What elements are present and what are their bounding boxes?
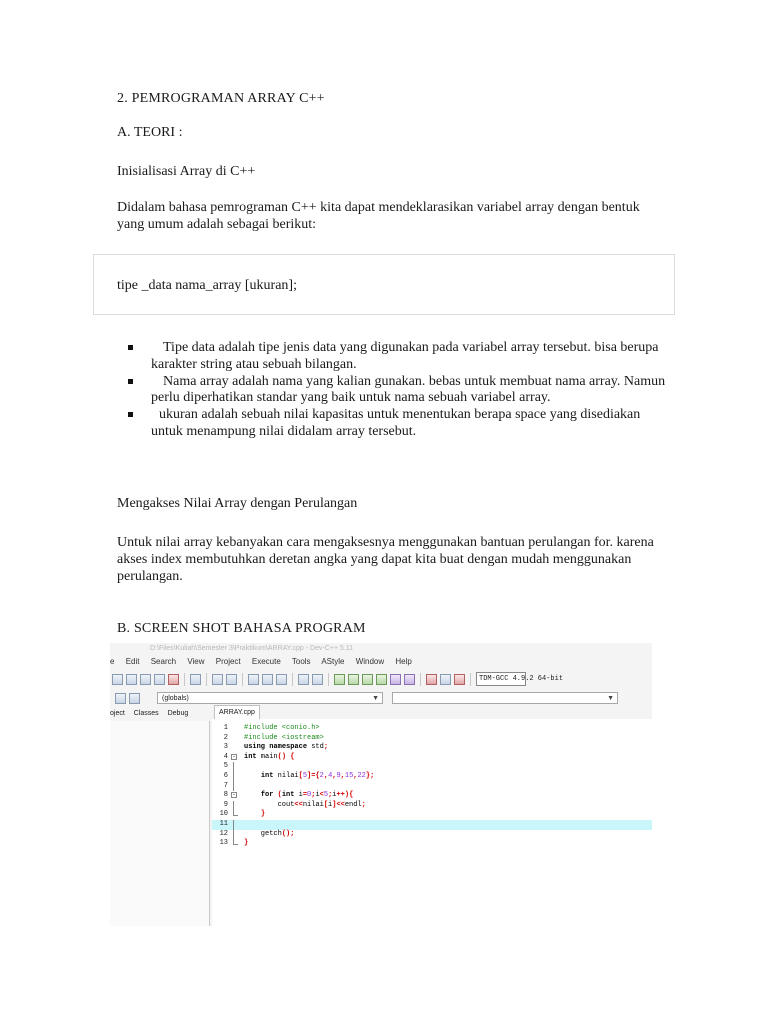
fold-guide [233,782,234,792]
code-text: } [244,839,249,848]
indent-icon[interactable] [298,674,309,685]
run-icon[interactable] [348,674,359,685]
ide-screenshot [110,643,652,926]
line-number: 2 [223,733,228,742]
code-line[interactable] [212,810,652,820]
line-number: 12 [219,829,228,838]
fold-guide [233,762,234,772]
toolbar-separator [292,673,293,686]
syntax-box [93,254,675,315]
save-all-icon[interactable] [154,674,165,685]
toolbar-separator [328,673,329,686]
stop-icon[interactable] [426,674,437,685]
ide-scope-bar [110,689,652,707]
code-line[interactable] [212,782,652,792]
menu-tools[interactable]: Tools [291,657,311,666]
open-icon[interactable] [126,674,137,685]
line-number: 7 [223,781,228,790]
line-number: 8 [223,791,228,800]
code-line[interactable] [212,820,652,830]
line-number: 6 [223,772,228,780]
ide-menubar [110,655,652,669]
code-text: #include <iostream> [244,733,324,742]
code-line[interactable] [212,801,652,811]
menu-view[interactable]: View [187,657,205,666]
code-text: #include <conio.h> [244,724,320,732]
code-line[interactable] [212,839,652,849]
close-icon[interactable] [168,674,179,685]
rebuild-icon[interactable] [376,674,387,685]
bullet-icon [128,379,133,384]
code-line[interactable] [212,830,652,840]
fold-guide [233,801,234,811]
tab-classes[interactable]: Classes [133,710,159,717]
bullet-icon [128,412,133,417]
code-text: cout<<nilai[i]<<endl; [244,800,366,809]
bullet-text: Tipe data adalah tipe jenis data yang digunakan pada variabel array tersebut. bisa berupa karakter string atau sebuah bilangan. [151,340,659,372]
print-icon[interactable] [190,674,201,685]
bullet-text: ukuran adalah sebuah nilai kapasitas untuk menentukan berapa space yang disediakan untuk menampung nilai didalam array tersebut. [151,407,641,439]
menu-help[interactable]: Help [395,657,412,666]
toolbar-separator [184,673,185,686]
paragraph-loop: Untuk nilai array kebanyakan cara mengaksesnya menggunakan bantuan perulangan for. karena akses index membutuhkan deretan angka yang dapat kita buat dengan mudah menggunakan perulangan. [117,535,654,584]
undo-icon[interactable] [212,674,223,685]
fold-guide [233,772,234,782]
check-icon[interactable] [404,674,415,685]
line-number: 11 [219,820,228,828]
replace-icon[interactable] [262,674,273,685]
compile-run-icon[interactable] [362,674,373,685]
paragraph-intro: Didalam bahasa pemrograman C++ kita dapat mendeklarasikan variabel array dengan bentuk yang umum adalah sebagai berikut: [117,200,640,232]
unindent-icon[interactable] [312,674,323,685]
code-line[interactable] [212,753,652,763]
fold-toggle-icon[interactable]: - [232,791,236,799]
definition-list [128,340,668,441]
menu-execute[interactable]: Execute [251,657,281,666]
syntax-text: tipe _data nama_array [ukuran]; [117,278,297,293]
code-text: for (int i=0;i<5;i++){ [260,791,354,800]
profile-icon[interactable] [440,674,451,685]
code-line[interactable] [212,791,652,801]
toolbar-separator [242,673,243,686]
redo-icon[interactable] [226,674,237,685]
code-text: using namespace std; [244,743,329,752]
section-title: 2. PEMROGRAMAN ARRAY C++ [117,91,325,106]
toolbar-separator [470,673,471,686]
menu-search[interactable]: Search [150,657,177,666]
scope-dropdown[interactable] [157,692,383,704]
code-text: int main() { [244,752,295,761]
code-line[interactable] [212,743,652,753]
fold-guide [233,810,238,816]
code-text: int nilai[5]={2,4,9,15,22}; [260,772,375,780]
ide-titlebar: D:\Files\Kuliah\Semester 3\Praktikum\ARRAY.cpp - Dev-C++ 5.11 [150,645,354,652]
menu-edit[interactable]: Edit [125,657,140,666]
subsection-screenshot: B. SCREEN SHOT BAHASA PROGRAM [117,621,366,636]
code-editor[interactable] [212,719,652,926]
line-number: 4 [223,752,228,761]
function-dropdown[interactable] [392,692,618,704]
goto-icon[interactable] [276,674,287,685]
code-text: } [260,810,266,819]
bullet-icon [128,345,133,350]
toolbar-separator [206,673,207,686]
code-line[interactable] [212,762,652,772]
menu-astyle[interactable]: AStyle [321,657,345,666]
line-number: 1 [223,724,228,732]
fold-guide [233,830,234,840]
class-icon[interactable] [129,693,140,704]
compiler-select[interactable]: TDM-GCC 4.9.2 64-bit [476,672,526,686]
save-icon[interactable] [140,674,151,685]
fold-toggle-icon[interactable]: - [232,752,236,760]
line-number: 3 [223,743,228,752]
line-number: 13 [219,839,228,848]
new-file-icon[interactable] [112,674,123,685]
line-number: 9 [223,800,228,809]
project-panel [110,721,210,926]
chevron-down-icon: ▼ [607,695,614,702]
code-text: getch(); [244,829,295,838]
tab-debug[interactable]: Debug [167,710,189,717]
ide-toolbar [110,669,652,689]
fold-guide [233,839,238,845]
menu-file[interactable]: e [110,657,115,666]
find-icon[interactable] [248,674,259,685]
tab-project[interactable]: oject [110,710,125,717]
menu-project[interactable]: Project [215,657,241,666]
project-icon[interactable] [115,693,126,704]
heading-inisialisasi: Inisialisasi Array di C++ [117,164,256,179]
scope-value: (globals) [162,695,189,702]
list-item [128,340,668,374]
compile-icon[interactable] [334,674,345,685]
list-item [128,407,668,441]
debug-icon[interactable] [390,674,401,685]
subsection-teori: A. TEORI : [117,125,183,140]
list-item [128,374,668,408]
bullet-text: Nama array adalah nama yang kalian gunakan. bebas untuk membuat nama array. Namun perlu diperhatikan standar yang baik untuk nama sebuah variabel array. [151,373,666,406]
file-tab[interactable]: ARRAY.cpp [214,705,260,719]
ide-panel-tabs [110,707,210,721]
line-number: 5 [223,762,228,771]
code-line[interactable] [212,734,652,744]
menu-window[interactable]: Window [355,657,385,666]
code-line[interactable] [212,724,652,734]
toolbar-separator [420,673,421,686]
code-line[interactable] [212,772,652,782]
chart-icon[interactable] [454,674,465,685]
fold-guide [233,820,234,830]
chevron-down-icon: ▼ [372,695,379,702]
line-number: 10 [219,810,228,819]
heading-perulangan: Mengakses Nilai Array dengan Perulangan [117,496,358,511]
